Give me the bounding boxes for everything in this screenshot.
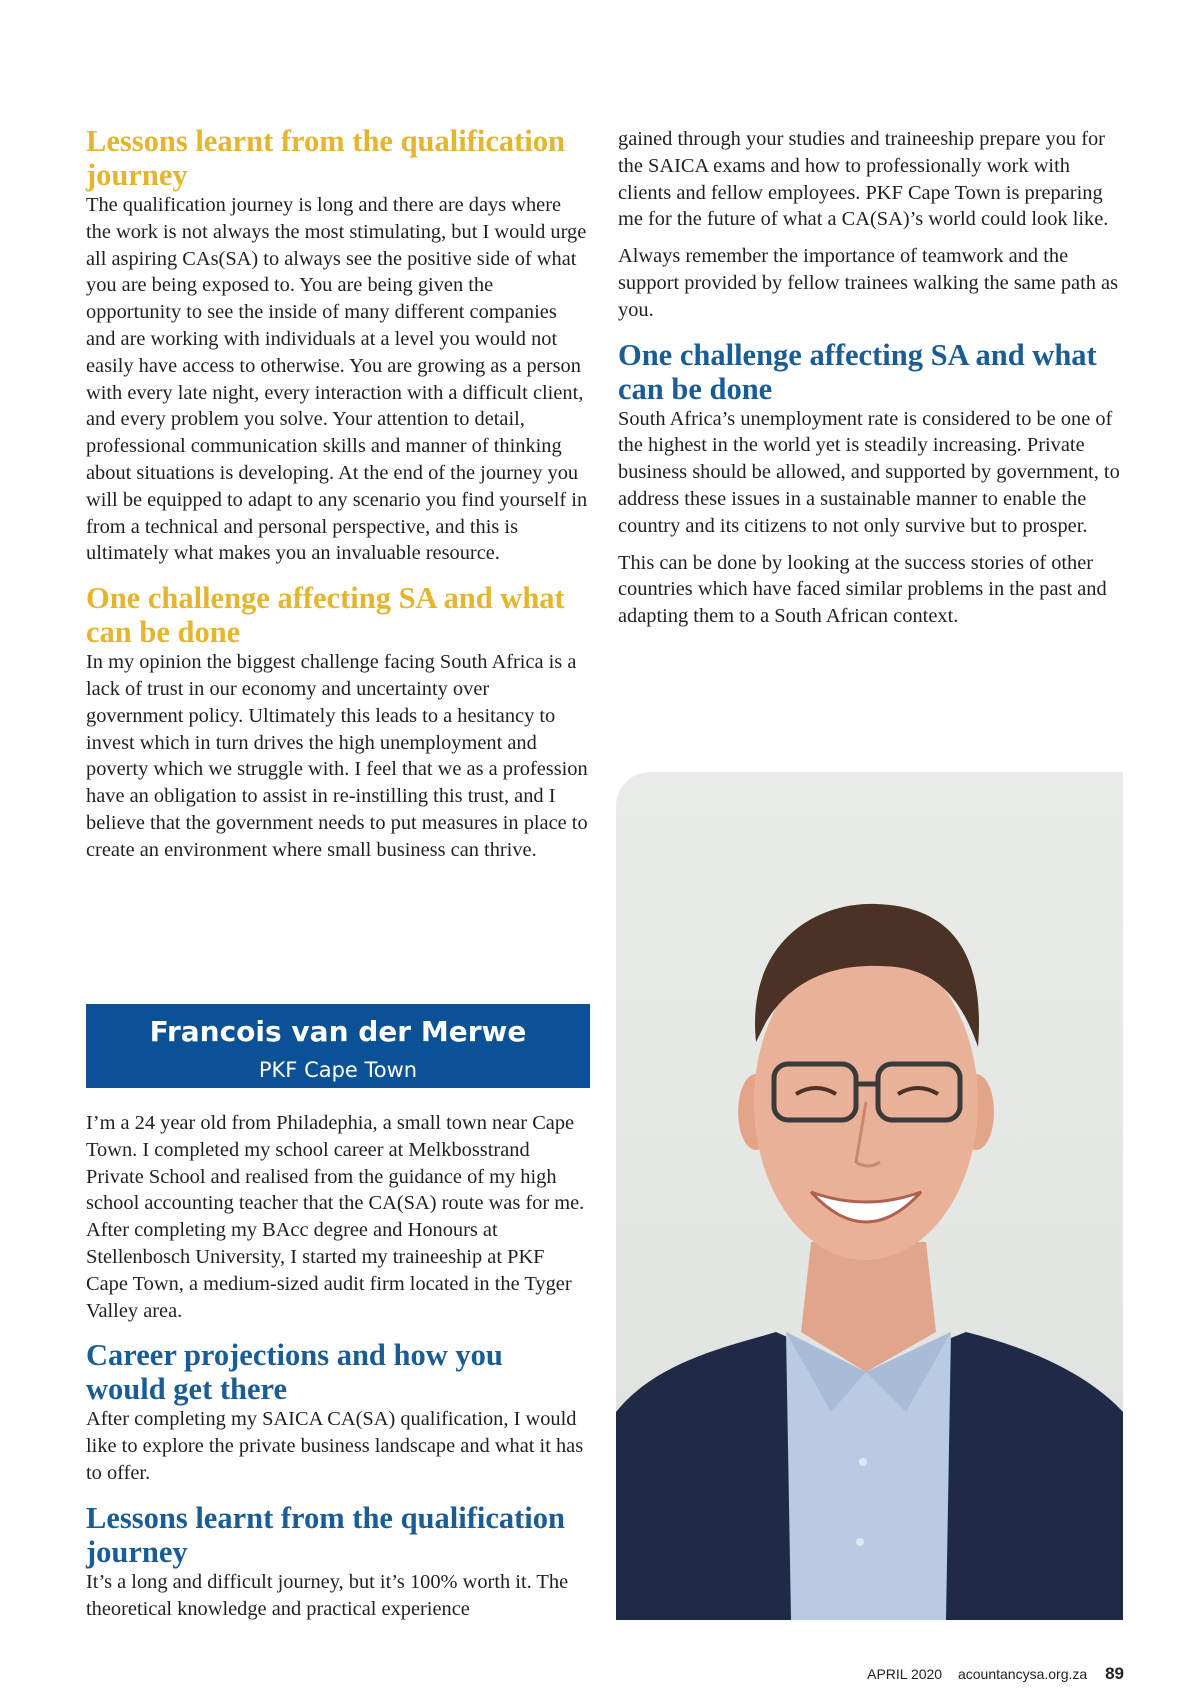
portrait-illustration (616, 772, 1123, 1620)
lessons-paragraph: The qualification journey is long and there are days where the work is not always the most stimulating, but I would urge all aspiring CAs(SA) to always see the positive side of what you are being exposed to. You are being given the opportunity to see the inside of many different companies and are working with individuals at a level you would not easily have access to otherwise. You are growing as a person with every late night, every interaction with a difficult client, and every problem you solve. Your attention to detail, professional communication skills and manner of thinking about situations is developing. At the end of the journey you will be equipped to adapt to any scenario you find yourself in from a technical and personal perspective, and this is ultimately what makes you an invaluable resource. (86, 194, 588, 565)
success-stories-paragraph: This can be done by looking at the success stories of other countries which have faced similar problems in the past and adapting them to a South African context. (618, 551, 1107, 628)
footer-issue: APRIL 2020 (867, 1666, 943, 1682)
profile-lessons-heading: Lessons learnt from the qualification journey (86, 1500, 565, 1569)
profile-lessons-paragraph: It’s a long and difficult journey, but it’s 100% worth it. The theoretical knowledge and practical experience (86, 1570, 569, 1620)
profile-name: Francois van der Merwe (149, 1015, 527, 1048)
profile-name-banner (86, 1004, 590, 1088)
teamwork-paragraph: Always remember the importance of teamwork and the support provided by fellow trainees walking the same path as you. (618, 245, 1119, 321)
profile-intro: I’m a 24 year old from Philadephia, a small town near Cape Town. I completed my school career at Melkbosstrand Private School and realised from the guidance of my high school accounting teacher that the CA(SA) route was for me. After completing my BAcc degree and Honours at Stellenbosch University, I started my traineeship at PKF Cape Town, a medium-sized audit firm located in the Tyger Valley area. (86, 1112, 585, 1322)
section-heading-lessons: Lessons learnt from the qualification journey (86, 124, 565, 192)
right-column (618, 126, 1124, 630)
page-footer (855, 1664, 1124, 1686)
section-heading-challenge: One challenge affecting SA and what can be done (86, 581, 565, 650)
right-challenge-paragraph: South Africa’s unemployment rate is considered to be one of the highest in the world yet is steadily increasing. Private business should be allowed, and supported by government, to address these issues in a sustainable manner to enable the country and its citizens to not only survive but to prosper. (618, 407, 1120, 537)
profile-article (86, 1110, 590, 1622)
profile-photo (616, 772, 1123, 1620)
page-number: 89 (1105, 1664, 1124, 1683)
lessons-continued-paragraph: gained through your studies and traineeship prepare you for the SAICA exams and how to professionally work with clients and fellow employees. PKF Cape Town is preparing me for the future of what a CA(SA)’s world could look like. (618, 128, 1109, 231)
right-challenge-heading: One challenge affecting SA and what can be done (618, 337, 1097, 406)
career-paragraph: After completing my SAICA CA(SA) qualification, I would like to explore the private business landscape and what it has to offer. (86, 1408, 584, 1484)
profile-firm: PKF Cape Town (258, 1058, 418, 1082)
footer-website: acountancysa.org.za (957, 1666, 1088, 1682)
left-column (86, 124, 590, 864)
challenge-paragraph: In my opinion the biggest challenge facing South Africa is a lack of trust in our economy and uncertainty over government policy. Ultimately this leads to a hesitancy to invest which in turn drives the high unemployment and poverty which we struggle with. I feel that we as a profession have an obligation to assist in re-instilling this trust, and I believe that the government needs to put measures in place to create an environment where small business can thrive. (86, 651, 588, 861)
career-heading: Career projections and how you would get there (86, 1338, 503, 1407)
